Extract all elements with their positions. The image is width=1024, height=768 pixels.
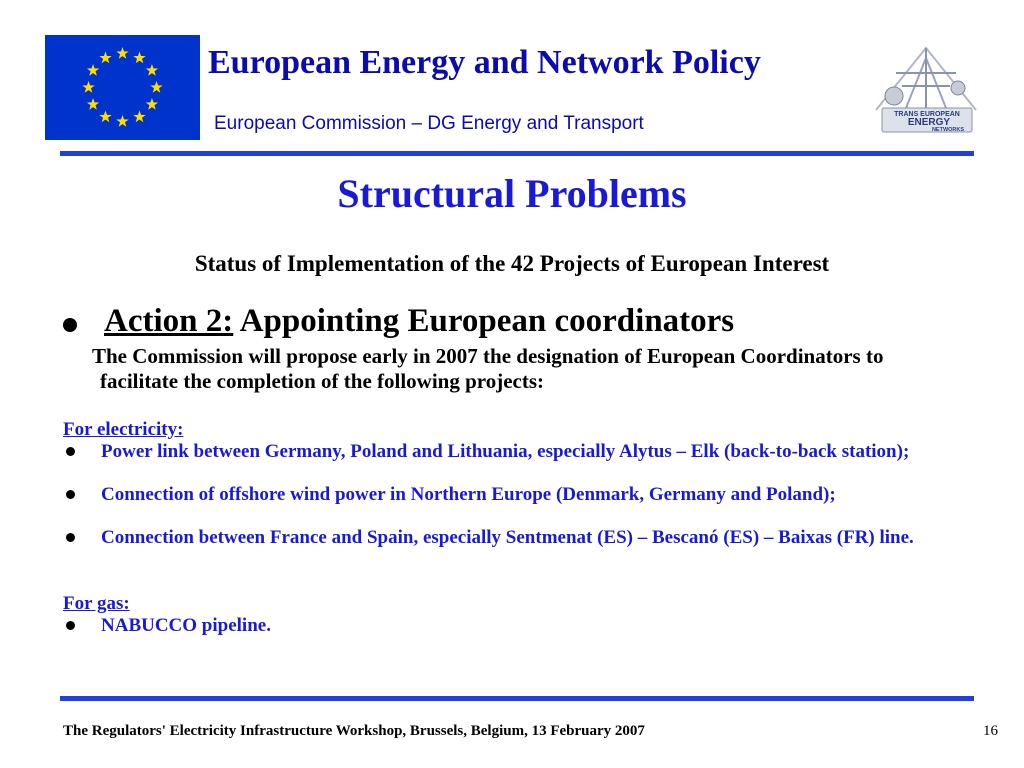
star-icon	[82, 81, 94, 93]
gas-label: For gas:	[63, 593, 130, 614]
star-icon	[133, 110, 145, 122]
action-heading	[104, 303, 734, 340]
star-icon	[133, 52, 145, 64]
action-lead: Action 2:	[104, 303, 234, 339]
star-icon	[146, 98, 158, 110]
page-number: 16	[983, 723, 998, 739]
list-item-text: Connection of offshore wind power in Northern Europe (Denmark, Germany and Poland);	[101, 484, 836, 505]
list-item-text: Power link between Germany, Poland and Lithuania, especially Alytus – Elk (back-to-back station);	[101, 441, 910, 462]
header-divider	[60, 151, 974, 156]
list-item-text: NABUCCO pipeline.	[101, 615, 271, 636]
header-subtitle: European Commission – DG Energy and Transport	[214, 113, 644, 134]
header-title: European Energy and Network Policy	[208, 44, 761, 81]
footer-divider	[60, 696, 974, 701]
star-icon	[146, 64, 158, 76]
star-icon	[99, 52, 111, 64]
action-text: Appointing European coordinators	[233, 303, 735, 339]
footer-text: The Regulators' Electricity Infrastructure Workshop, Brussels, Belgium, 13 February 2007	[63, 723, 645, 739]
star-icon	[116, 47, 128, 59]
logo-line-3: NETWORKS	[931, 127, 965, 133]
star-icon	[87, 98, 99, 110]
star-icon	[116, 115, 128, 127]
bullet-icon	[66, 447, 75, 456]
eu-flag-icon	[45, 35, 200, 140]
logo-line-2: ENERGY	[907, 117, 951, 128]
action-bullet-icon	[63, 318, 77, 332]
star-icon	[99, 110, 111, 122]
bullet-icon	[66, 621, 75, 630]
electricity-label: For electricity:	[63, 419, 184, 440]
bullet-icon	[66, 533, 75, 542]
star-icon	[87, 64, 99, 76]
list-item-text: Connection between France and Spain, especially Sentmenat (ES) – Bescanó (ES) – Baixas (FR) line.	[101, 527, 914, 548]
star-icon	[150, 81, 162, 93]
logo-line-1: TRANS EUROPEAN	[894, 111, 960, 118]
trans-european-energy-networks-logo-icon	[866, 38, 986, 136]
bullet-icon	[66, 490, 75, 499]
slide-subtitle: Status of Implementation of the 42 Projects of European Interest	[194, 251, 830, 276]
intro-paragraph: The Commission will propose early in 2007 the designation of European Coordinators to facilitate the completion of the following projects:	[92, 344, 884, 393]
slide-title: Structural Problems	[337, 171, 687, 216]
